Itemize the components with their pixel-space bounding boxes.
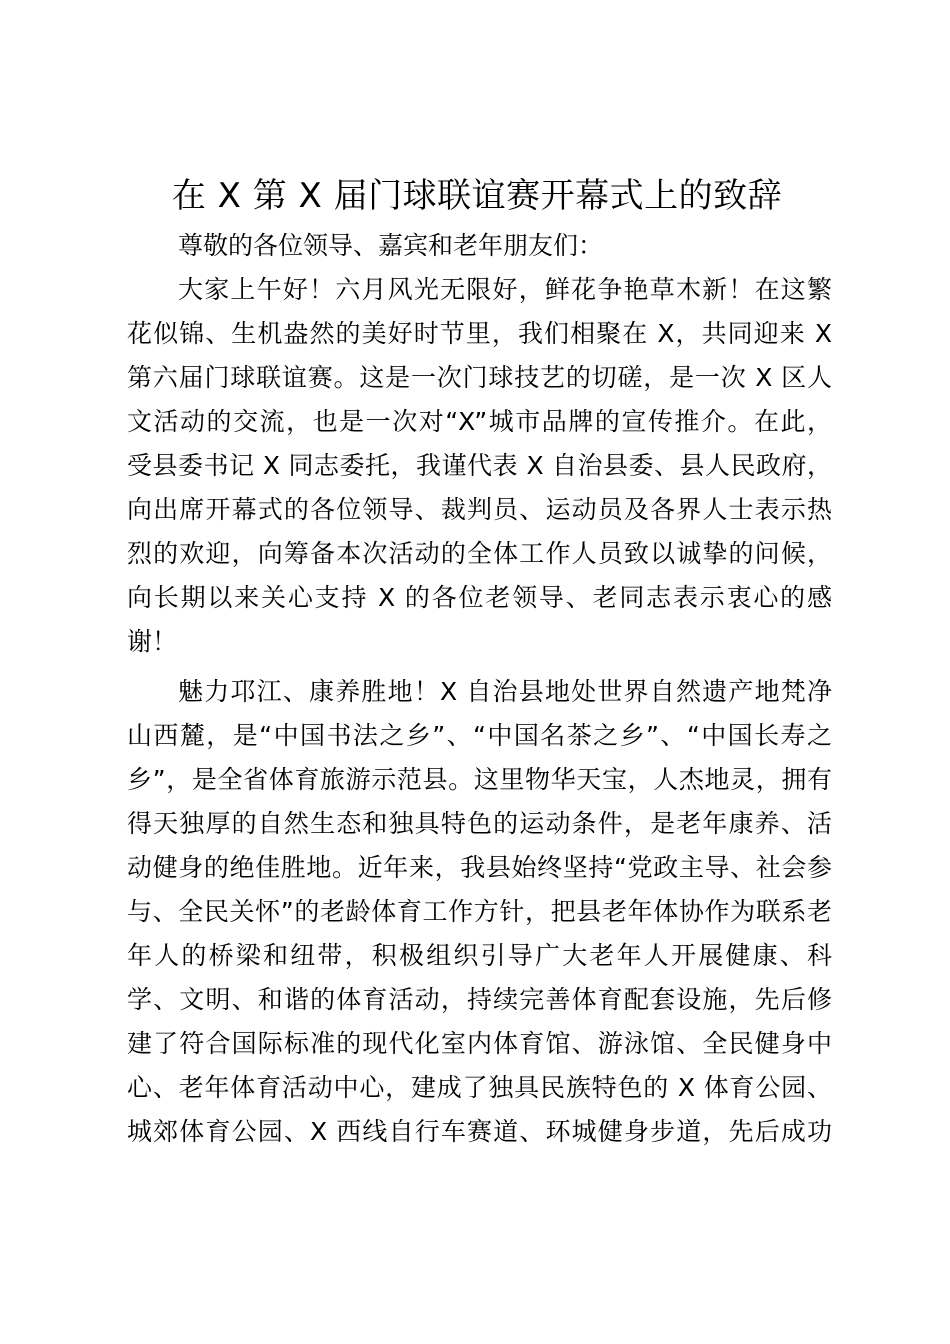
- paragraph-line: 谢！: [127, 627, 178, 656]
- paragraph-line: 文活动的交流，也是一次对“X”城市品牌的宣传推介。在此，: [127, 407, 832, 436]
- paragraph-line: 动健身的绝佳胜地。近年来，我县始终坚持“党政主导、社会参: [127, 853, 832, 882]
- paragraph-line: 山西麓，是“中国书法之乡”、“中国名茶之乡”、“中国长寿之: [127, 721, 832, 750]
- paragraph-line: 第六届门球联谊赛。这是一次门球技艺的切磋，是一次 X 区人: [127, 363, 832, 392]
- paragraph-line: 与、全民关怀”的老龄体育工作方针，把县老年体协作为联系老: [127, 897, 832, 926]
- document-title: 在 X 第 X 届门球联谊赛开幕式上的致辞: [171, 176, 783, 216]
- paragraph-line: 心、老年体育活动中心，建成了独具民族特色的 X 体育公园、: [127, 1073, 832, 1102]
- paragraph-line: 城郊体育公园、X 西线自行车赛道、环城健身步道，先后成功: [127, 1117, 832, 1146]
- paragraph-line: 花似锦、生机盎然的美好时节里，我们相聚在 X，共同迎来 X: [127, 319, 832, 348]
- paragraph-line: 魅力邛江、康养胜地！X 自治县地处世界自然遗产地梵净: [178, 677, 832, 706]
- paragraph-line: 向出席开幕式的各位领导、裁判员、运动员及各界人士表示热: [127, 495, 832, 524]
- paragraph-line: 向长期以来关心支持 X 的各位老领导、老同志表示衷心的感: [127, 583, 832, 612]
- paragraph-line: 乡”，是全省体育旅游示范县。这里物华天宝，人杰地灵，拥有: [127, 765, 832, 794]
- paragraph-line: 大家上午好！六月风光无限好，鲜花争艳草木新！在这繁: [178, 275, 832, 304]
- paragraph-line: 建了符合国际标准的现代化室内体育馆、游泳馆、全民健身中: [127, 1029, 832, 1058]
- paragraph-line: 年人的桥梁和纽带，积极组织引导广大老年人开展健康、科: [127, 941, 832, 970]
- paragraph-line: 得天独厚的自然生态和独具特色的运动条件，是老年康养、活: [127, 809, 832, 838]
- salutation: 尊敬的各位领导、嘉宾和老年朋友们：: [178, 231, 604, 260]
- paragraph-line: 学、文明、和谐的体育活动，持续完善体育配套设施，先后修: [127, 985, 832, 1014]
- paragraph-line: 受县委书记 X 同志委托，我谨代表 X 自治县委、县人民政府，: [127, 451, 832, 480]
- paragraph-line: 烈的欢迎，向筹备本次活动的全体工作人员致以诚挚的问候，: [127, 539, 832, 568]
